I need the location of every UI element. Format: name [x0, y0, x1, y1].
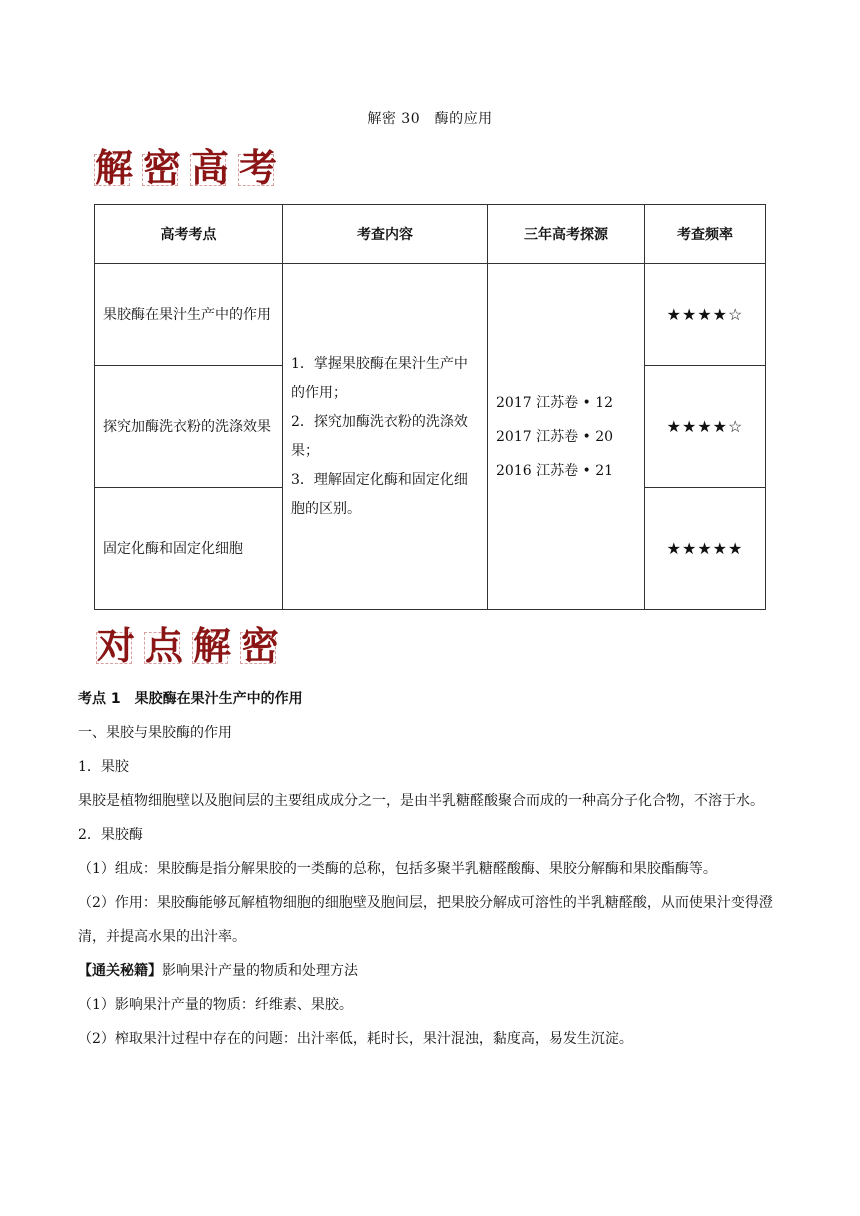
content-line: 1．掌握果胶酶在果汁生产中的作用；: [291, 355, 468, 401]
item-title: 2．果胶酶: [78, 827, 143, 843]
section-body: [78, 682, 778, 1056]
banner-char: 密: [140, 146, 184, 190]
paragraph: （1）影响果汁产量的物质：纤维素、果胶。: [78, 997, 353, 1013]
banner-char: 对: [94, 624, 138, 668]
header-cell: 三年高考探源: [488, 205, 645, 264]
paragraph: 果胶是植物细胞壁以及胞间层的主要组成成分之一，是由半乳糖醛酸聚合而成的一种高分子化合物，不溶于水。: [78, 793, 764, 809]
content-line: 2．探究加酶洗衣粉的洗涤效果；: [291, 413, 468, 459]
exam-source-cell: [488, 264, 645, 610]
banner-jiemi-gaokao: [92, 146, 280, 190]
paragraph: （2）榨取果汁过程中存在的问题：出汁率低，耗时长，果汁混浊，黏度高，易发生沉淀。: [78, 1031, 633, 1047]
table-row: [95, 264, 766, 366]
banner-char: 高: [188, 146, 232, 190]
banner-char: 解: [92, 146, 136, 190]
paragraph: （2）作用：果胶酶能够瓦解植物细胞的细胞壁及胞间层，把果胶分解成可溶性的半乳糖醛酸，从而使果汁变得澄清，并提高水果的出汁率。: [78, 895, 773, 945]
subsection-heading: 一、果胶与果胶酶的作用: [78, 725, 232, 741]
frequency-stars: ★★★★☆: [645, 366, 766, 488]
paragraph: （1）组成：果胶酶是指分解果胶的一类酶的总称，包括多聚半乳糖醛酸酶、果胶分解酶和果胶酯酶等。: [78, 861, 717, 877]
banner-char: 密: [238, 624, 282, 668]
frequency-stars: ★★★★★: [645, 488, 766, 610]
tip-text: 影响果汁产量的物质和处理方法: [162, 963, 358, 979]
source-line: 2017 江苏卷 • 20: [496, 428, 614, 445]
section-heading: 考点 1 果胶酶在果汁生产中的作用: [78, 691, 303, 707]
source-line: 2016 江苏卷 • 21: [496, 462, 614, 479]
exam-point-cell: 探究加酶洗衣粉的洗涤效果: [95, 366, 283, 488]
table-header-row: [95, 205, 766, 264]
banner-duidian-jiemi: [94, 624, 282, 668]
page-title: 解密 30 酶的应用: [367, 111, 493, 127]
content-line: 3．理解固定化酶和固定化细胞的区别。: [291, 471, 468, 517]
source-line: 2017 江苏卷 • 12: [496, 394, 614, 411]
exam-points-table: [94, 204, 766, 610]
exam-content-cell: [283, 264, 488, 610]
tip-line: [78, 954, 778, 988]
header-cell: 高考考点: [95, 205, 283, 264]
exam-point-cell: 果胶酶在果汁生产中的作用: [95, 264, 283, 366]
banner-char: 解: [190, 624, 234, 668]
banner-char: 考: [236, 146, 280, 190]
banner-char: 点: [142, 624, 186, 668]
frequency-stars: ★★★★☆: [645, 264, 766, 366]
exam-point-cell: 固定化酶和固定化细胞: [95, 488, 283, 610]
header-cell: 考查内容: [283, 205, 488, 264]
tip-label: 【通关秘籍】: [78, 963, 162, 979]
item-title: 1．果胶: [78, 759, 129, 775]
header-cell: 考查频率: [645, 205, 766, 264]
